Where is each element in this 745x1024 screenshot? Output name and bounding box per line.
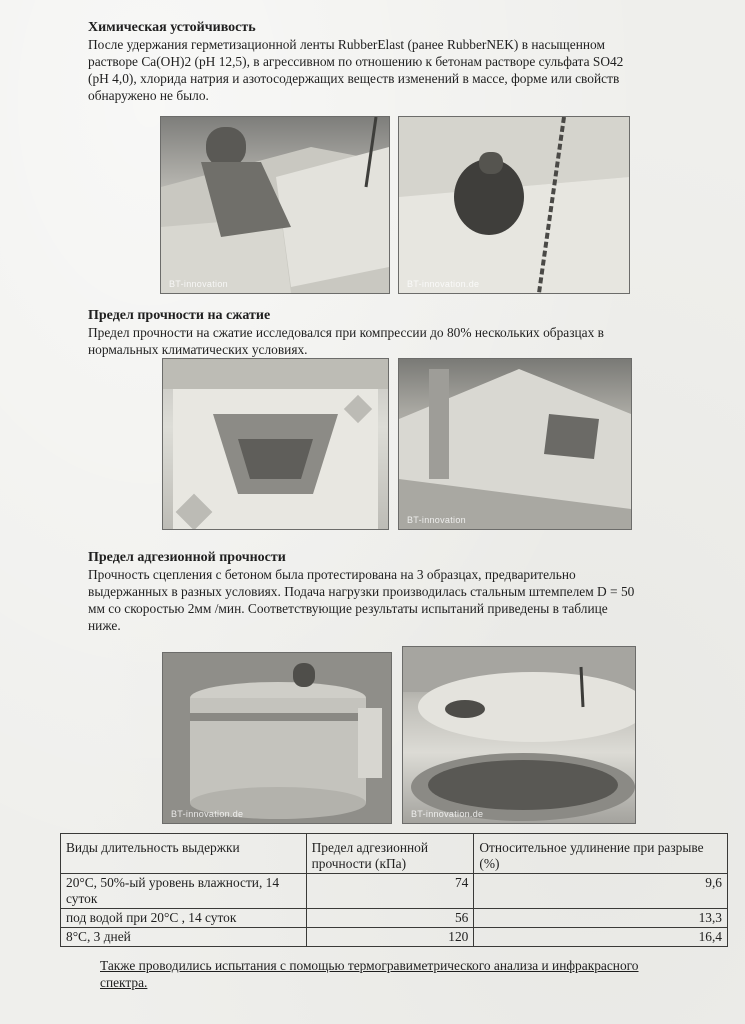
photo-scene	[161, 117, 389, 293]
photo-cylindrical-formwork	[162, 652, 392, 824]
table-cell-elongation: 9,6	[474, 874, 728, 909]
photo-watermark: BT-innovation.de	[171, 809, 244, 819]
table-cell-strength: 120	[306, 928, 474, 947]
photo-worker-concrete-box	[160, 116, 390, 294]
photo-manhole-cover-slab	[402, 646, 636, 824]
photo-scene	[163, 359, 388, 529]
photo-concrete-tunnel-section	[162, 358, 389, 530]
table-cell-condition: 8°C, 3 дней	[61, 928, 307, 947]
table-cell-condition: 20°C, 50%-ый уровень влажности, 14 суток	[61, 874, 307, 909]
table-row	[61, 909, 728, 928]
table-header-elongation: Относительное удлинение при разрыве (%)	[474, 834, 728, 874]
photo-scene	[163, 653, 391, 823]
photo-watermark: BT-innovation.de	[411, 809, 484, 819]
photo-scene	[403, 647, 635, 823]
table-cell-strength: 56	[306, 909, 474, 928]
photo-watermark: BT-innovation.de	[407, 279, 480, 289]
table-header-row	[61, 834, 728, 874]
photo-watermark: BT-innovation	[407, 515, 466, 525]
table-header-condition: Виды длительность выдержки	[61, 834, 307, 874]
table-header-strength: Предел адгезионной прочности (кПа)	[306, 834, 474, 874]
photo-watermark: BT-innovation	[169, 279, 228, 289]
table-cell-elongation: 13,3	[474, 909, 728, 928]
section-adhesion-strength	[88, 549, 688, 634]
table-row	[61, 874, 728, 909]
section-heading: Химическая устойчивость	[88, 20, 256, 35]
section-chemical-resistance	[88, 19, 688, 104]
section-compressive-strength	[88, 307, 688, 358]
results-table	[60, 833, 728, 947]
section-text: Предел прочности на сжатие исследовался при компрессии до 80% нескольких образцах в нормальных климатических условиях.	[88, 325, 604, 357]
table-cell-strength: 74	[306, 874, 474, 909]
photo-scene	[399, 117, 629, 293]
section-heading: Предел адгезионной прочности	[88, 550, 286, 565]
table-cell-elongation: 16,4	[474, 928, 728, 947]
table-cell-condition: под водой при 20°C , 14 суток	[61, 909, 307, 928]
photo-worker-in-chamber	[398, 116, 630, 294]
photo-scene	[399, 359, 631, 529]
photo-concrete-slab-opening	[398, 358, 632, 530]
section-text: После удержания герметизационной ленты RubberElast (ранее RubberNEK) в насыщенном растворе Ca(OH)2 (pH 12,5), в агрессивном по отношению к бетонам растворе сульфата SO42 (pH 4,0), хлорида натрия и азотосодержащих веществ изменений в массе, форме или свойств обнаружено не было.	[88, 37, 624, 103]
footer-note: Также проводились испытания с помощью термогравиметрического анализа и инфракрасного спектра.	[100, 958, 639, 990]
section-text: Прочность сцепления с бетоном была протестирована на 3 образцах, предварительно выдержанных в разных условиях. Подача нагрузки производилась стальным штемпелем D = 50 мм со скоростью 2мм /мин. Соответствующие результаты испытаний приведены в таблице ниже.	[88, 567, 635, 633]
section-heading: Предел прочности на сжатие	[88, 308, 271, 323]
table-row	[61, 928, 728, 947]
